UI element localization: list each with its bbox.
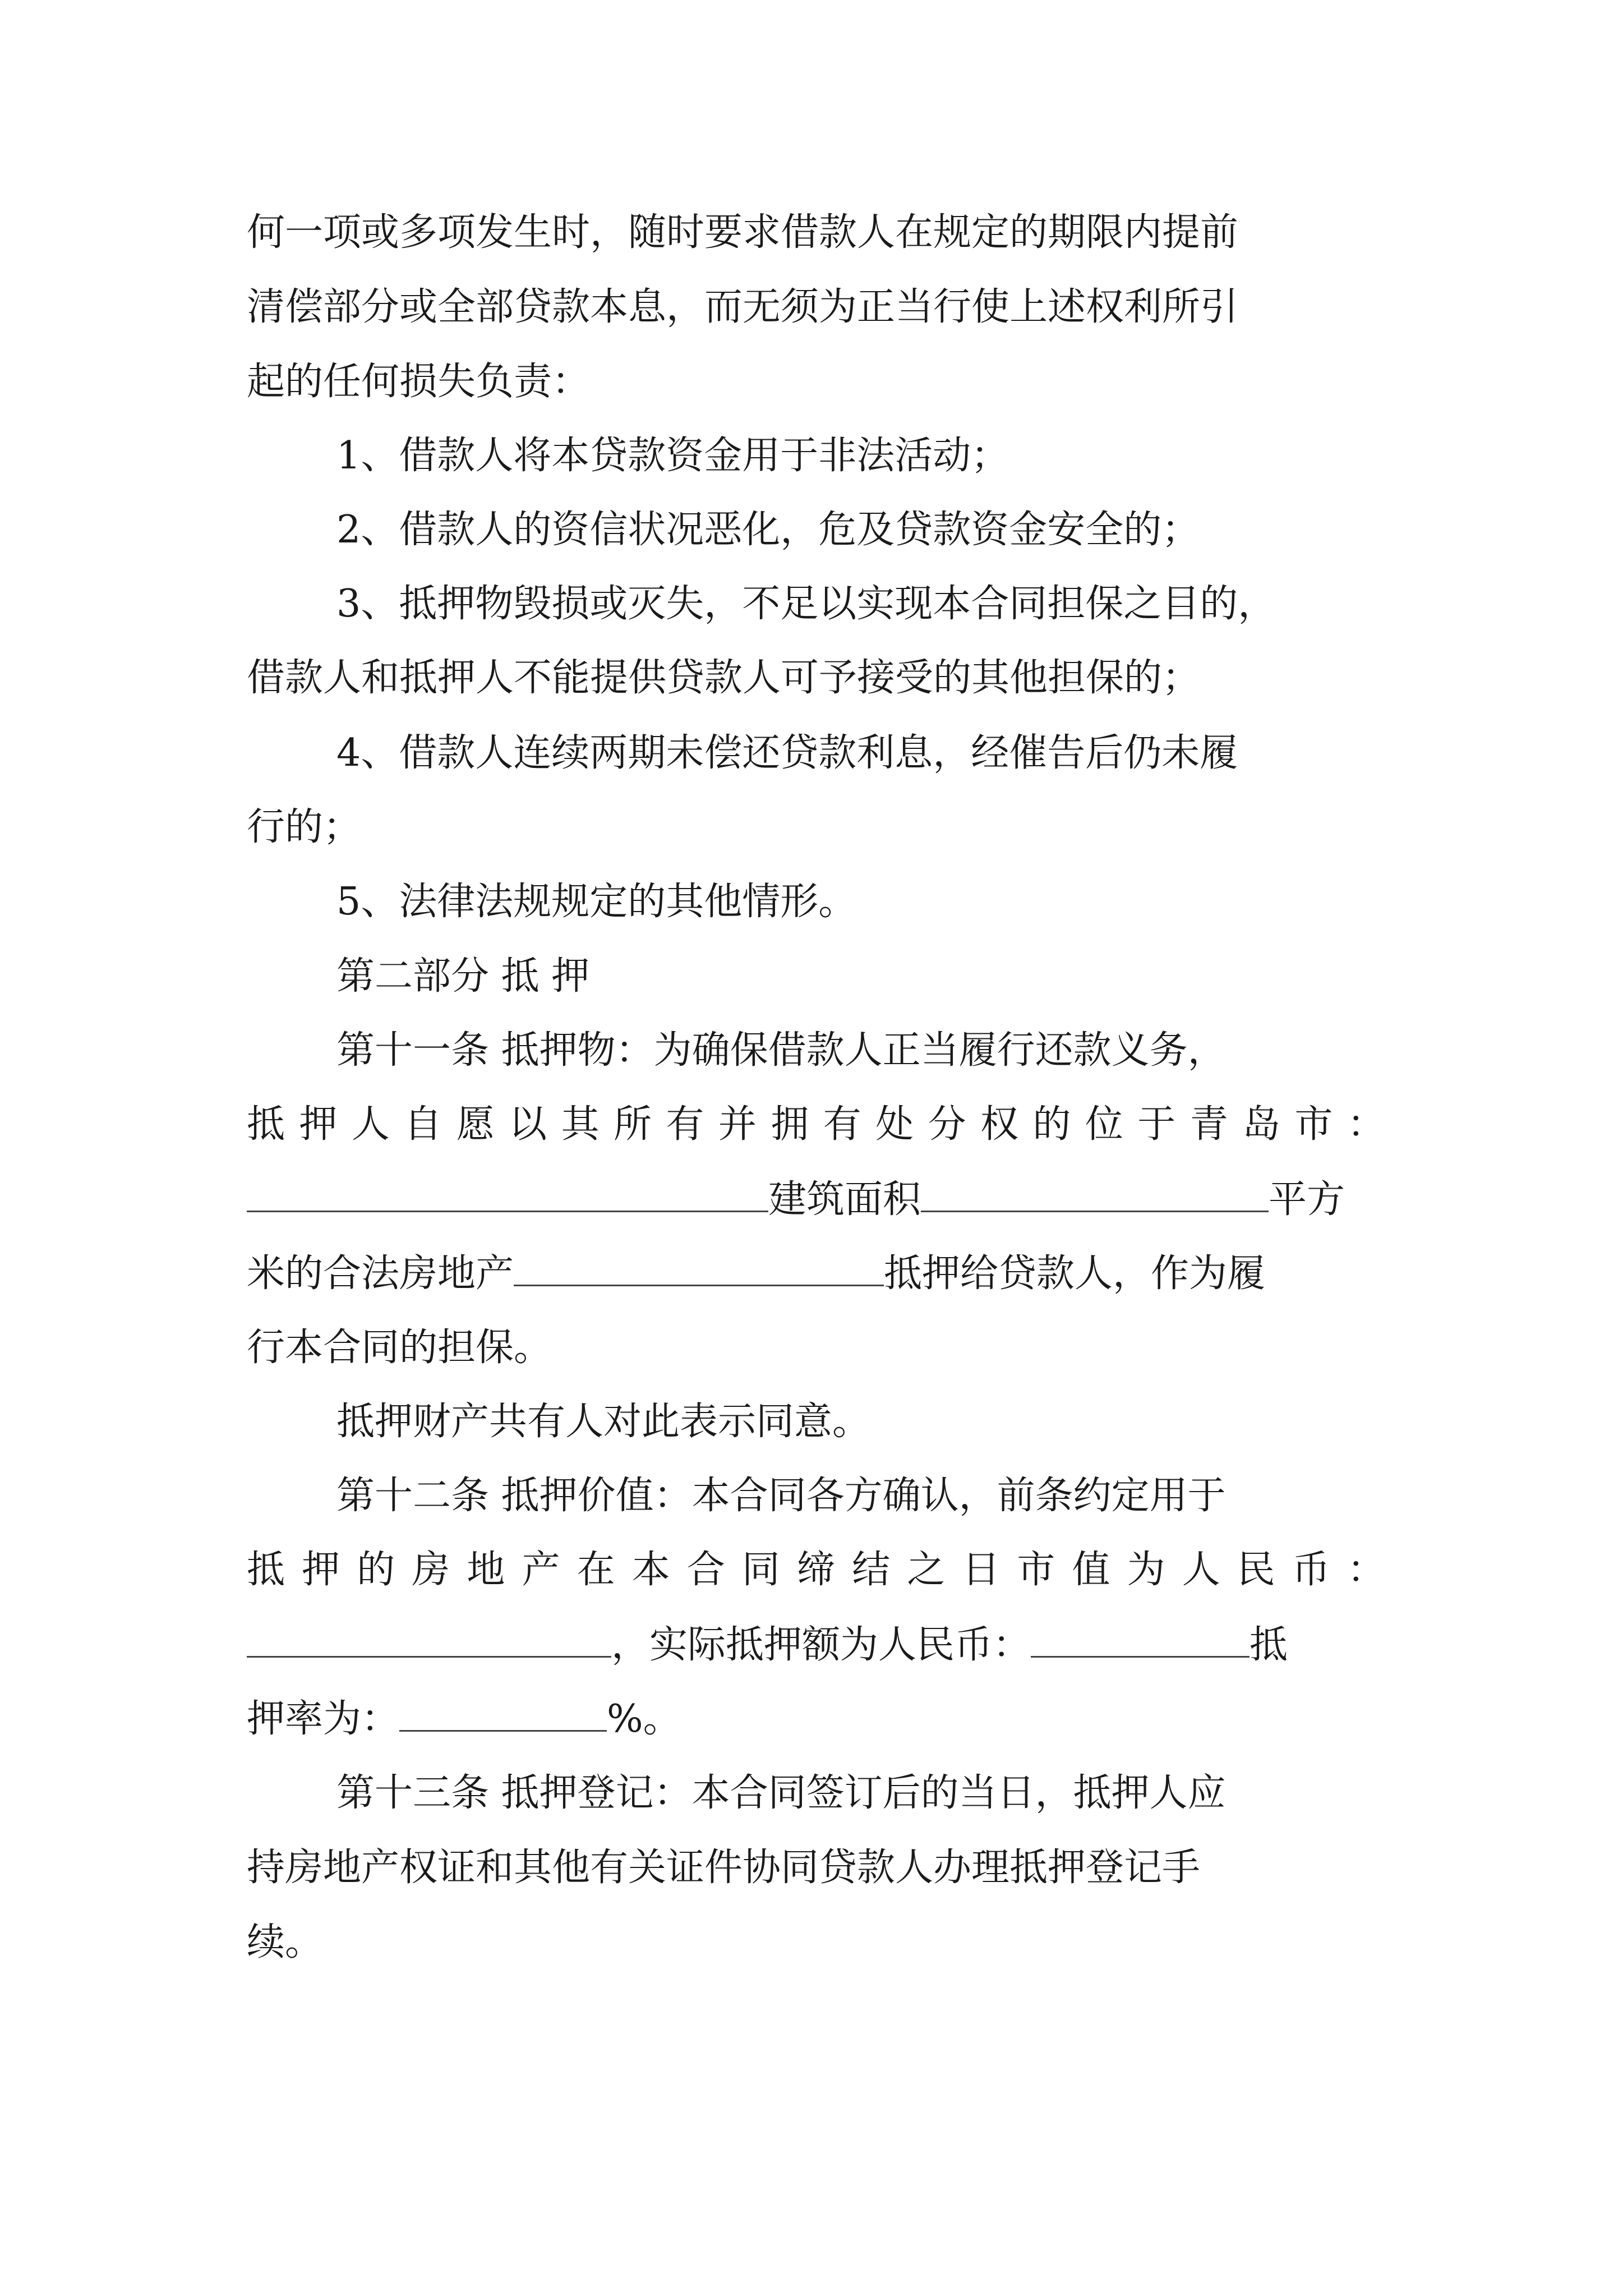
- text-line: [247, 1694, 1385, 1745]
- property-blank: [514, 1251, 884, 1286]
- text-line: 借款人和抵押人不能提供贷款人可予接受的其他担保的；: [247, 656, 1201, 700]
- clause-heading: 第十三条 抵押登记：本合同签订后的当日，抵押人应: [336, 1771, 1226, 1815]
- area-blank: [921, 1177, 1269, 1212]
- text-line: 清偿部分或全部贷款本息，而无须为正当行使上述权利所引: [247, 285, 1239, 329]
- text-line: [247, 1249, 1385, 1299]
- label: 平方: [1269, 1177, 1345, 1222]
- section-heading: 第二部分 抵 押: [336, 954, 590, 999]
- label: 米的合法房地产: [247, 1251, 514, 1296]
- label: %。: [607, 1697, 681, 1741]
- clause-heading: 第十二条 抵押价值：本合同各方确认，前条约定用于: [336, 1474, 1226, 1518]
- clause-heading: 第十一条 抵押物：为确保借款人正当履行还款义务，: [336, 1028, 1226, 1073]
- label: 抵押给贷款人，作为履: [884, 1251, 1266, 1296]
- text-line: [247, 1175, 1385, 1225]
- text-line: 行本合同的担保。: [247, 1326, 552, 1370]
- list-item: 2、借款人的资信状况恶化，危及贷款资金安全的；: [336, 508, 1200, 552]
- text-line: 抵押财产共有人对此表示同意。: [336, 1400, 871, 1444]
- list-item: 4、借款人连续两期未偿还贷款利息，经催告后仍未履: [336, 731, 1238, 775]
- mortgage-rate-blank: [399, 1696, 607, 1732]
- text-line: 何一项或多项发生时，随时要求借款人在规定的期限内提前: [247, 210, 1239, 255]
- text-line: 起的任何损失负责：: [247, 360, 591, 404]
- text-line: 行的；: [247, 805, 362, 849]
- text-line: 续。: [247, 1920, 324, 1964]
- mortgage-amount-blank: [1031, 1622, 1249, 1658]
- list-item: 1、借款人将本贷款资金用于非法活动；: [336, 434, 1009, 478]
- list-item: 5、法律法规规定的其他情形。: [336, 880, 857, 924]
- market-value-blank: [247, 1622, 611, 1658]
- text-line: 抵押的房地产在本合同缔结之日市值为人民币：: [247, 1548, 1385, 1592]
- label: 押率为：: [247, 1697, 400, 1741]
- list-item: 3、抵押物毁损或灭失，不足以实现本合同担保之目的，: [336, 582, 1276, 626]
- text-line: [247, 1620, 1385, 1671]
- address-blank: [247, 1177, 768, 1212]
- text-line: 抵押人自愿以其所有并拥有处分权的位于青岛市：: [247, 1102, 1385, 1147]
- label: 抵: [1249, 1623, 1288, 1667]
- text-line: 持房地产权证和其他有关证件协同贷款人办理抵押登记手: [247, 1846, 1201, 1890]
- label: 建筑面积: [768, 1177, 921, 1222]
- label: ，实际抵押额为人民币：: [611, 1623, 1031, 1667]
